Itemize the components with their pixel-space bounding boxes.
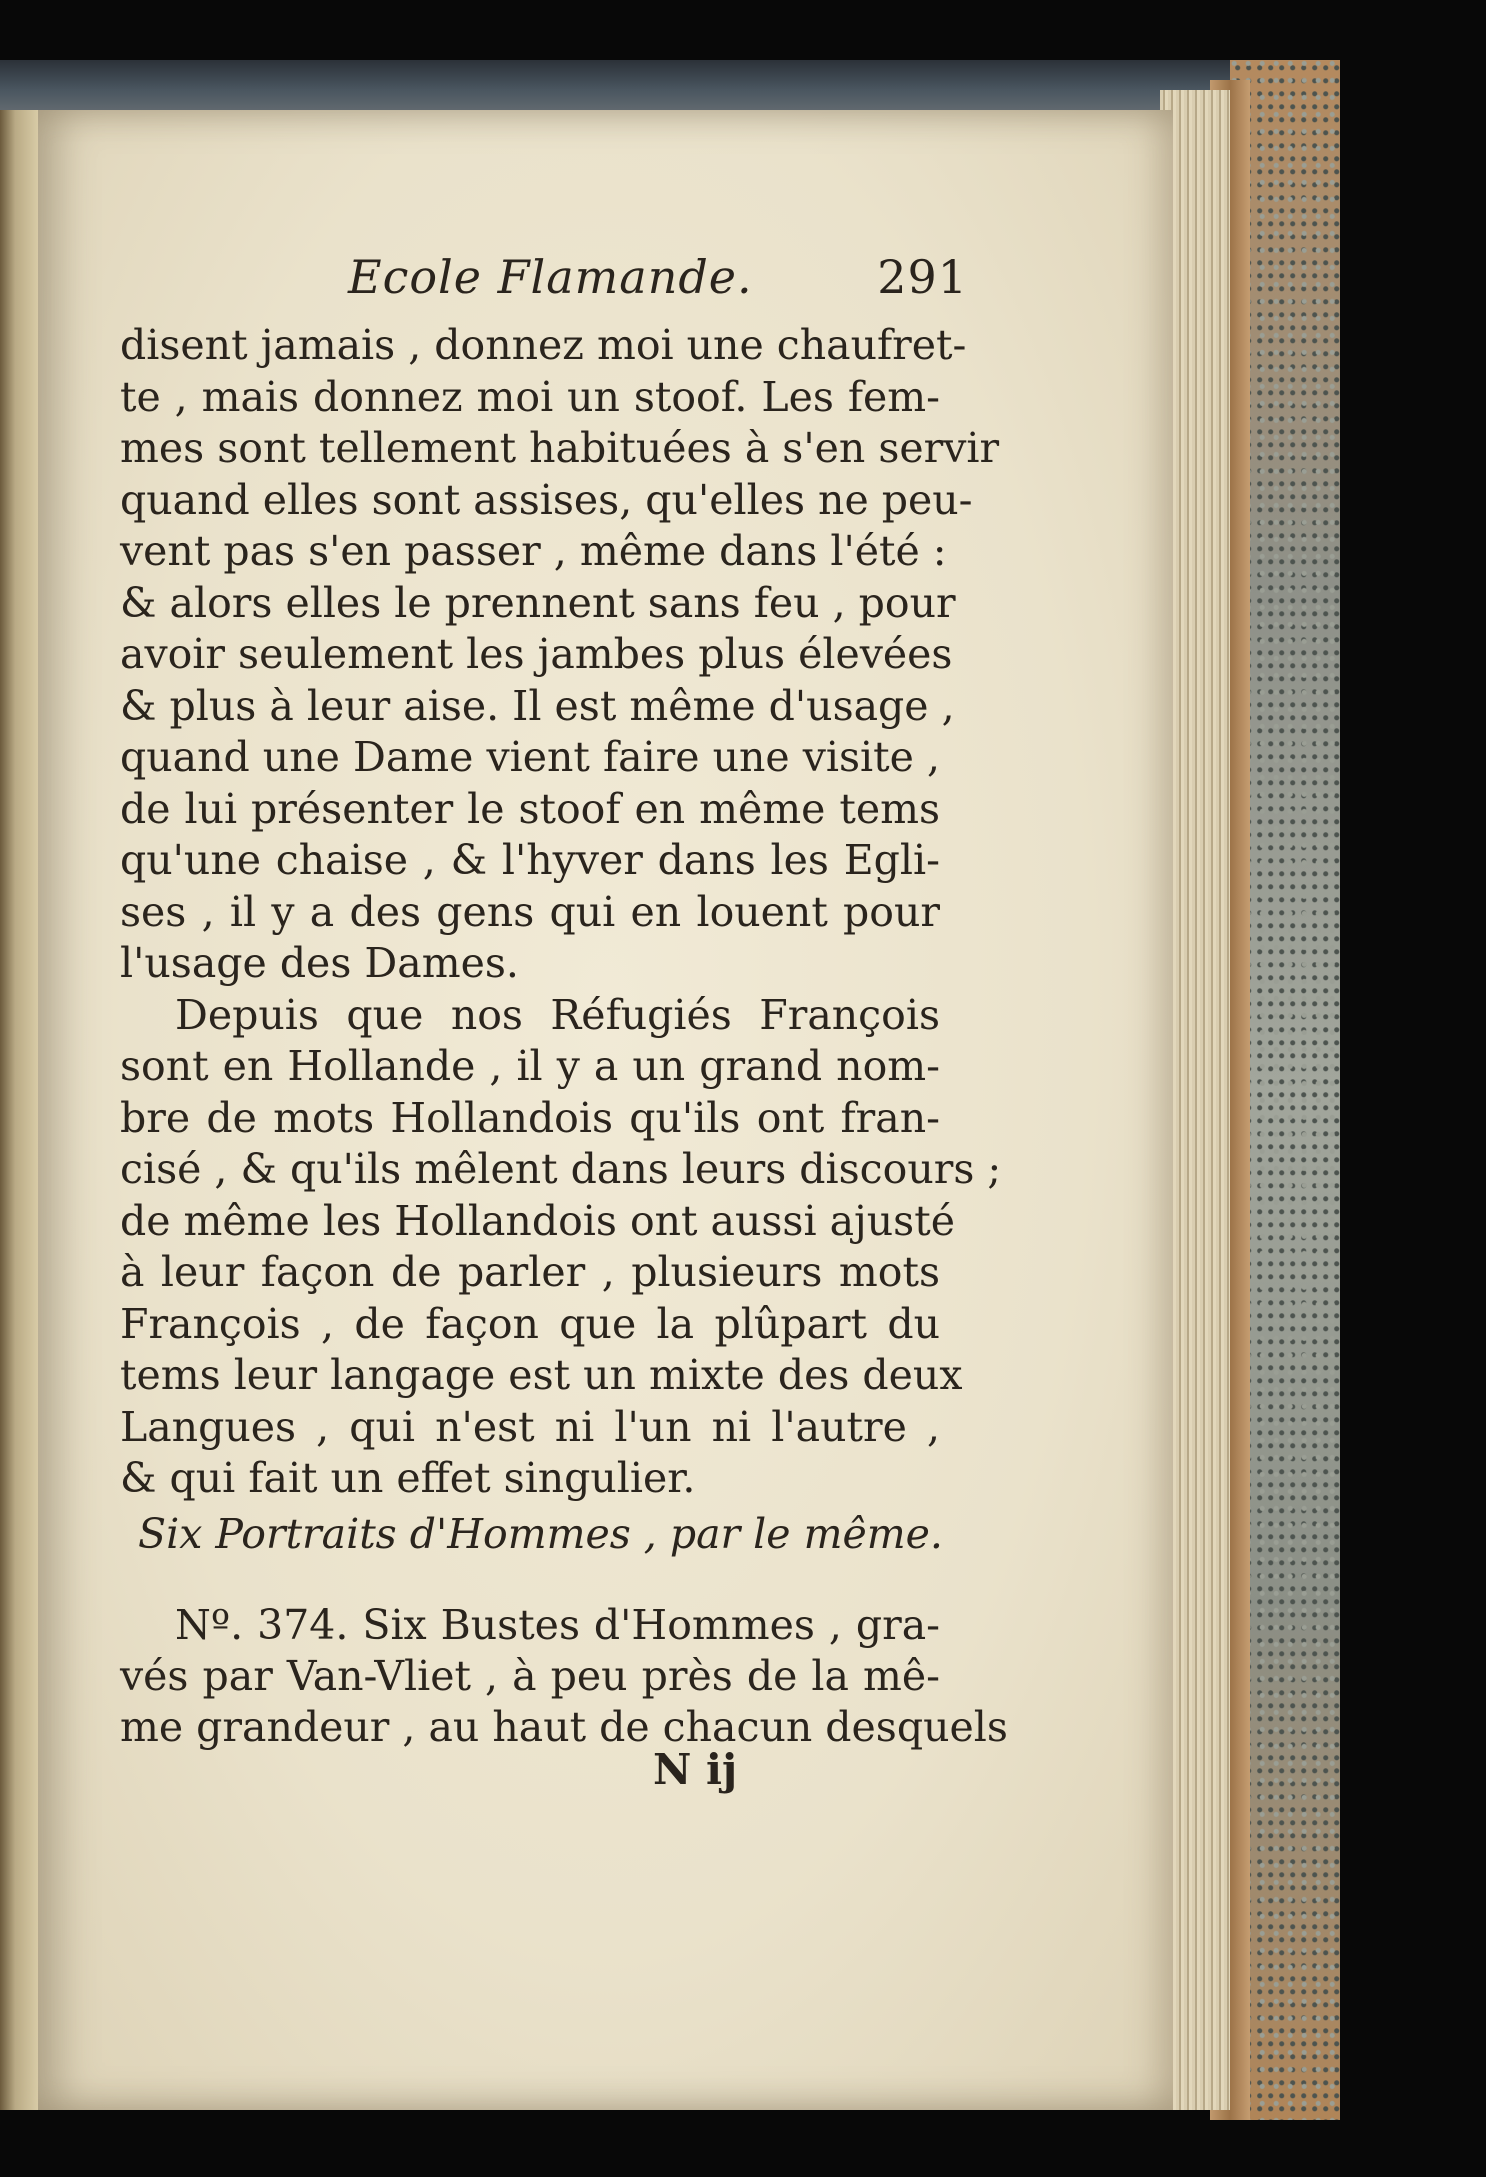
text-line: Depuis que nos Réfugiés François (175, 990, 940, 1039)
text-line: & qui fait un effet singulier. (120, 1454, 696, 1502)
previous-page-edge (0, 110, 38, 2110)
running-header (348, 250, 968, 304)
text-line: de même les Hollandois ont aussi ajusté (120, 1196, 955, 1245)
text-line: cisé , & qu'ils mêlent dans leurs discours ; (120, 1145, 1002, 1193)
text-line: François , de façon que la plûpart du (120, 1299, 940, 1348)
text-line: tems leur langage est un mixte des deux (120, 1351, 963, 1399)
text-line: Langues , qui n'est ni l'un ni l'autre , (120, 1402, 940, 1451)
text-line: quand elles sont assises, qu'elles ne peu- (120, 475, 973, 524)
text-line: bre de mots Hollandois qu'ils ont fran- (120, 1093, 940, 1142)
text-line: à leur façon de parler , plusieurs mots (120, 1248, 940, 1296)
text-line: avoir seulement les jambes plus élevées (120, 630, 953, 678)
entry-line: vés par Van-Vliet , à peu près de la mê- (120, 1652, 940, 1700)
book-page (38, 110, 1173, 2110)
entry-line: Nº. 374. Six Bustes d'Hommes , gra- (175, 1601, 940, 1649)
text-line: & plus à leur aise. Il est même d'usage , (120, 681, 955, 730)
entry-line: me grandeur , au haut de chacun desquels (120, 1703, 1008, 1751)
text-line: de lui présenter le stoof en même tems (120, 784, 940, 833)
text-line: mes sont tellement habituées à s'en servir (120, 424, 1000, 472)
catalogue-entry (120, 1600, 1008, 1753)
text-line: quand une Dame vient faire une visite , (120, 733, 940, 781)
text-line: qu'une chaise , & l'hyver dans les Egli- (120, 836, 940, 884)
text-line: vent pas s'en passer , même dans l'été : (120, 527, 947, 575)
text-line: & alors elles le prennent sans feu , pour (120, 578, 956, 627)
text-line: ses , il y a des gens qui en louent pour (120, 887, 940, 936)
text-line: sont en Hollande , il y a un grand nom- (120, 1042, 940, 1090)
page-number: 291 (877, 250, 968, 304)
signature-mark: N ij (653, 1745, 738, 1794)
text-line: disent jamais , donnez moi une chaufret- (120, 321, 967, 369)
body-text (120, 320, 1002, 1505)
running-title: Ecole Flamande. (348, 250, 753, 304)
text-line: te , mais donnez moi un stoof. Les fem- (120, 372, 940, 421)
section-heading: Six Portraits d'Hommes , par le même. (138, 1510, 943, 1558)
text-line: l'usage des Dames. (120, 939, 519, 987)
